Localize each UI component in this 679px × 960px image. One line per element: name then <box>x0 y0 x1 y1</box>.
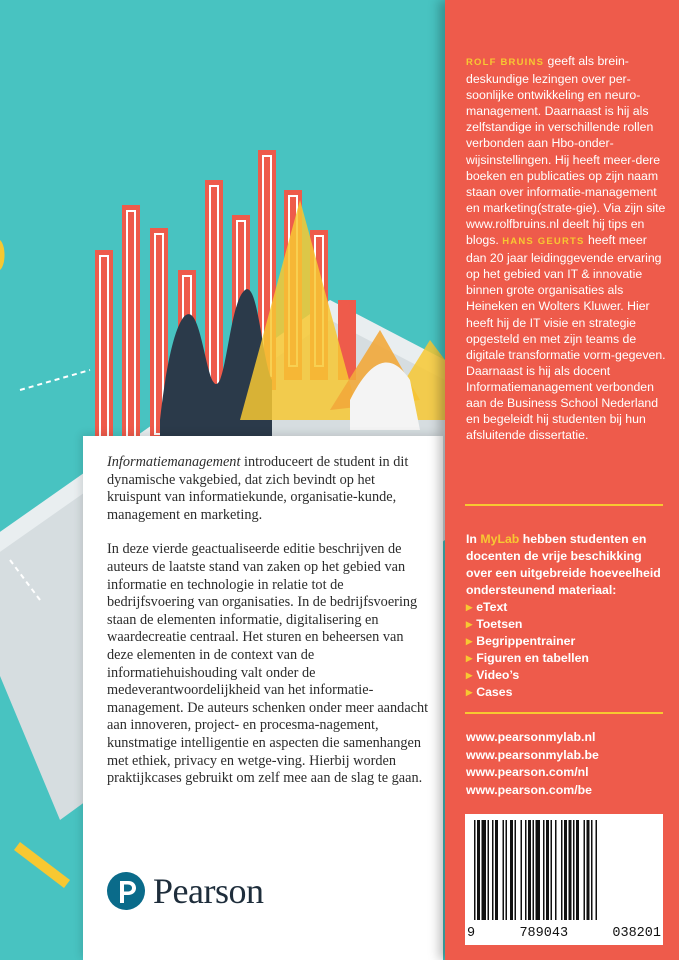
isbn-prefix: 9 <box>467 926 476 941</box>
barcode-stripe <box>569 820 572 920</box>
barcode-stripe <box>488 820 490 920</box>
list-item <box>466 684 666 701</box>
author-1-bio: geeft als brein-deskundige lezingen over per-soonlijke ontwikkeling en neuro-management. Daarnaast is hij als zelfstandige in verschillende rollen verbonden aan Hbo-onder-wijsinstellingen. Hij heeft meer-dere boeken en publicaties op zijn naam staan over informatie-management en marketing(strate-gie). Via zijn site www.rolfbruins.nl deelt hij tips en blogs. <box>466 54 666 248</box>
isbn-barcode <box>465 814 663 945</box>
barcode-stripe <box>551 820 553 920</box>
list-item <box>466 650 666 667</box>
link-pearsonmylab-be[interactable]: www.pearsonmylab.be <box>466 747 599 762</box>
divider-1 <box>465 504 663 506</box>
feature-label: Video’s <box>476 668 520 682</box>
feature-label: Cases <box>476 685 513 699</box>
author-1-name: ROLF BRUINS <box>466 57 545 68</box>
barcode-stripe <box>543 820 545 920</box>
blurb-paragraph-1 <box>107 454 429 524</box>
divider-2 <box>465 712 663 714</box>
barcode-stripe <box>495 820 498 920</box>
mylab-section <box>466 531 666 701</box>
link-pearson-be[interactable]: www.pearson.com/be <box>466 782 592 797</box>
book-title-inline: Informatiemanagement <box>107 454 241 470</box>
mylab-prefix: In <box>466 532 477 546</box>
blurb-panel <box>83 436 443 960</box>
barcode-stripe <box>525 820 527 920</box>
barcode-stripe <box>561 820 563 920</box>
arrow-right-icon: ▸ <box>466 634 473 648</box>
arrow-right-icon: ▸ <box>466 651 473 665</box>
mylab-intro: hebben studenten en docenten de vrije beschikking over een uitgebreide hoeveelheid ondersteunend materiaal: <box>466 532 661 597</box>
barcode-bars <box>470 820 658 920</box>
barcode-stripe <box>474 820 476 920</box>
barcode-stripe <box>528 820 531 920</box>
author-2-name: HANS GEURTS <box>502 236 585 248</box>
barcode-stripe <box>506 820 508 920</box>
barcode-stripe <box>573 820 575 920</box>
pearson-logo <box>107 870 263 912</box>
barcode-stripe <box>564 820 567 920</box>
arrow-right-icon: ▸ <box>466 668 473 682</box>
list-item <box>466 667 666 684</box>
arrow-right-icon: ▸ <box>466 600 473 614</box>
list-item <box>466 616 666 633</box>
barcode-stripe <box>515 820 517 920</box>
barcode-stripe <box>587 820 590 920</box>
feature-label: Figuren en tabellen <box>476 651 589 665</box>
barcode-stripe <box>477 820 480 920</box>
barcode-stripe <box>492 820 494 920</box>
list-item <box>466 599 666 616</box>
barcode-stripe <box>576 820 579 920</box>
link-pearson-nl[interactable]: www.pearson.com/nl <box>466 765 589 779</box>
mylab-brand: MyLab <box>480 532 520 546</box>
website-links <box>466 729 599 799</box>
barcode-stripe <box>510 820 513 920</box>
barcode-stripe <box>596 820 598 920</box>
author-bios <box>466 53 666 443</box>
list-item <box>466 633 666 650</box>
isbn-group-2: 038201 <box>612 926 661 941</box>
barcode-stripe <box>482 820 487 920</box>
mylab-feature-list <box>466 599 666 701</box>
barcode-stripe <box>503 820 505 920</box>
feature-label: Toetsen <box>476 617 523 631</box>
link-pearsonmylab-nl[interactable]: www.pearsonmylab.nl <box>466 730 596 744</box>
blurb-paragraph-2: In deze vierde geactualiseerde editie beschrijven de auteurs de laatste stand van zaken op het gebied van informatie en technologie in relatie tot de bedrijfsvoering van organisaties. In de bedrijfsvoering staan de elementen informatie, digitalisering en waardecreatie centraal. Het sturen en beheersen van deze elementen in de context van de informatiehuishouding valt onder de medeverantwoordelijkheid van het informatie-management. De auteurs schenken onder meer aandacht aan innoveren, project- en procesma-nagement, kunstmatige intelligentie en aspecten die samenhangen met ethiek, privacy en wetge-ving. Hierbij worden praktijkcases gebruikt om zelf mee aan de slag te gaan. <box>107 541 429 787</box>
barcode-stripe <box>536 820 541 920</box>
pearson-wordmark: Pearson <box>153 871 264 911</box>
arrow-right-icon: ▸ <box>466 685 473 699</box>
blurb-text <box>107 454 429 805</box>
author-panel <box>445 0 679 960</box>
barcode-stripe <box>546 820 549 920</box>
isbn-group-1: 789043 <box>519 926 569 941</box>
barcode-stripe <box>521 820 523 920</box>
isbn-digits <box>467 926 661 941</box>
barcode-stripe <box>591 820 593 920</box>
feature-label: Begrippentrainer <box>476 634 576 648</box>
arrow-right-icon: ▸ <box>466 617 473 631</box>
barcode-stripe <box>584 820 586 920</box>
pearson-logo-icon <box>107 872 145 910</box>
feature-label: eText <box>476 600 508 614</box>
barcode-stripe <box>555 820 557 920</box>
blurb-p1-text: introduceert de student in dit dynamische vakgebied, dat zich bevindt op het kruispunt van informatiekunde, organisatie-kunde, management en marketing. <box>107 454 409 523</box>
author-2-bio: heeft meer dan 20 jaar leidinggevende ervaring op het gebied van IT & innovatie binnen grote organisaties als Heineken en Wolters Kluwer. Hier heeft hij de IT visie en strategie opgesteld en met zijn teams de digitale transformatie vorm-gegeven. Daarnaast is hij als docent Informatiemanagement verbonden aan de Business School Nederland en begeleidt hij studenten bij hun afsluitende dissertatie. <box>466 233 666 443</box>
barcode-stripe <box>533 820 535 920</box>
